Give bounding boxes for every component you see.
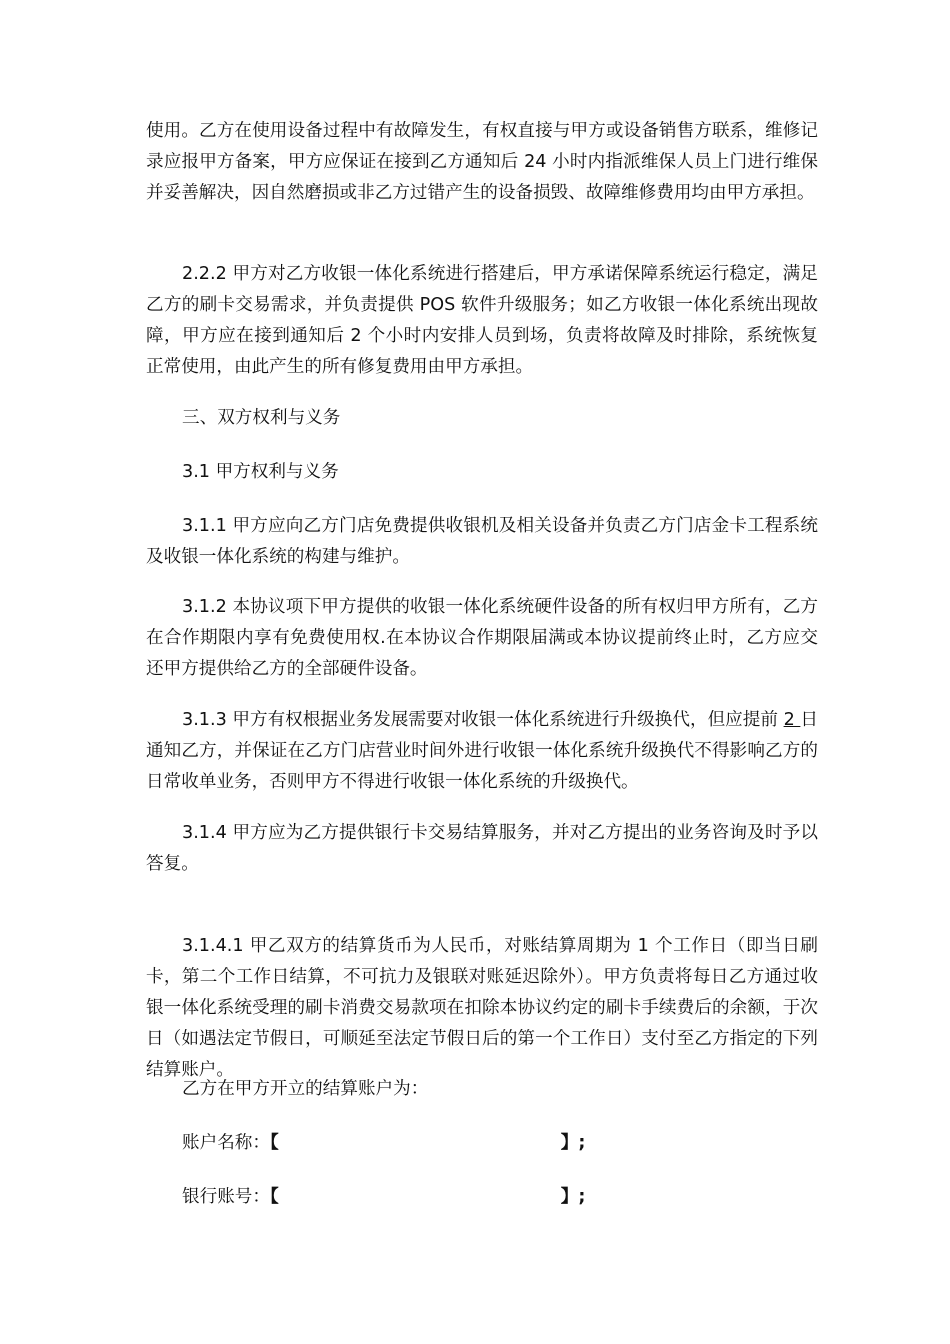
paragraph-text: 2.2.2 甲方对乙方收银一体化系统进行搭建后，甲方承诺保障系统运行稳定，满足乙方的刷卡交易需求，并负责提供 POS 软件升级服务；如乙方收银一体化系统出现故障，甲方应在接到通知后 2 个小时内安排人员到场，负责将故障及时排除，系统恢复正常使用，由此产生的所有修复费用由甲方承担。: [146, 264, 818, 377]
account-name-field: [182, 1128, 585, 1159]
bracket-open: 【: [269, 1187, 279, 1207]
section-heading-3-1: [146, 457, 818, 488]
paragraph-account-intro: [146, 1074, 818, 1105]
underlined-days: 2: [783, 710, 801, 730]
paragraph-text: 3.1.1 甲方应向乙方门店免费提供收银机及相关设备并负责乙方门店金卡工程系统及收银一体化系统的构建与维护。: [146, 516, 818, 567]
bracket-close: 】;: [560, 1133, 586, 1153]
paragraph-text: 3.1.2 本协议项下甲方提供的收银一体化系统硬件设备的所有权归甲方所有，乙方在合作期限内享有免费使用权.在本协议合作期限届满或本协议提前终止时，乙方应交还甲方提供给乙方的全部硬件设备。: [146, 597, 818, 679]
paragraph-text: 3.1.3 甲方有权根据业务发展需要对收银一体化系统进行升级换代，但应提前: [182, 710, 784, 730]
bank-account-label: 银行账号：: [182, 1187, 270, 1207]
section-heading-3: [146, 403, 818, 434]
paragraph-text: 乙方在甲方开立的结算账户为：: [182, 1079, 429, 1099]
heading-text: 3.1 甲方权利与义务: [182, 462, 339, 482]
paragraph-2-2-2: [146, 259, 818, 383]
bank-account-field: [182, 1182, 585, 1213]
paragraph-text: 日通知乙方，并保证在乙方门店营业时间外进行收银一体化系统升级换代不得影响乙方的日常收单业务，否则甲方不得进行收银一体化系统的升级换代。: [146, 710, 818, 792]
bracket-close: 】;: [560, 1187, 586, 1207]
paragraph-text: 使用。乙方在使用设备过程中有故障发生，有权直接与甲方或设备销售方联系，维修记录应报甲方备案，甲方应保证在接到乙方通知后 24 小时内指派维保人员上门进行维保并妥善解决，因自然磨损或非乙方过错产生的设备损毁、故障维修费用均由甲方承担。: [146, 121, 818, 203]
paragraph-maintenance: [146, 116, 818, 209]
account-name-label: 账户名称：: [182, 1133, 270, 1153]
paragraph-3-1-4: [146, 818, 818, 880]
paragraph-3-1-4-1: [146, 931, 818, 1086]
paragraph-3-1-3: [146, 705, 818, 798]
paragraph-3-1-1: [146, 511, 818, 573]
paragraph-text: 3.1.4 甲方应为乙方提供银行卡交易结算服务，并对乙方提出的业务咨询及时予以答复。: [146, 823, 818, 874]
paragraph-text: 3.1.4.1 甲乙双方的结算货币为人民币，对账结算周期为 1 个工作日（即当日刷卡，第二个工作日结算，不可抗力及银联对账延迟除外）。甲方负责将每日乙方通过收银一体化系统受理的刷卡消费交易款项在扣除本协议约定的刷卡手续费后的余额，于次日（如遇法定节假日，可顺延至法定节假日后的第一个工作日）支付至乙方指定的下列结算账户。: [146, 936, 818, 1080]
bracket-open: 【: [269, 1133, 279, 1153]
heading-text: 三、双方权利与义务: [182, 408, 341, 428]
paragraph-3-1-2: [146, 592, 818, 685]
